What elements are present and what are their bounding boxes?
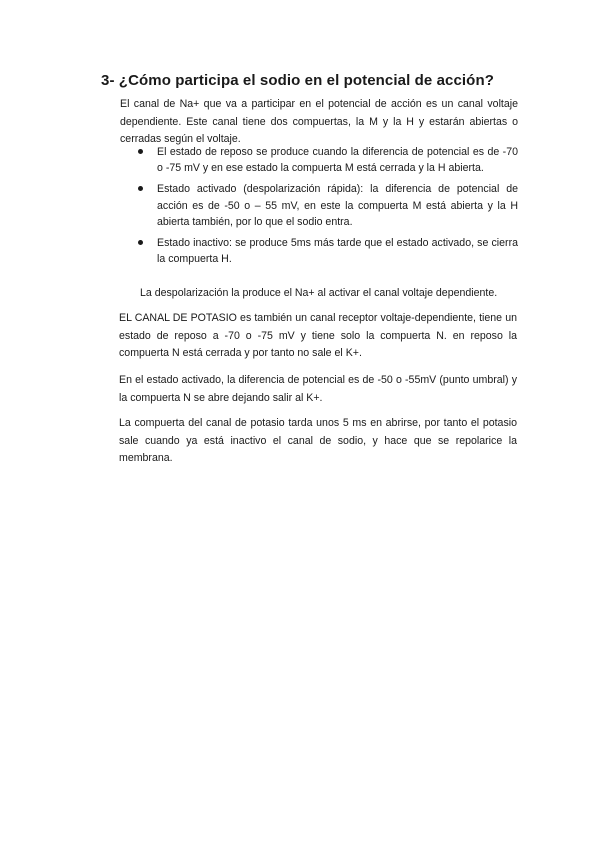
intro-paragraph: El canal de Na+ que va a participar en el potencial de acción es un canal voltaje dependiente. Este canal tiene dos compuertas, la M y la H y estarán abiertas o cerradas según el voltaje. [120,98,518,145]
bullet-icon [138,149,143,154]
bullet-list [138,144,518,272]
list-item-text: El estado de reposo se produce cuando la diferencia de potencial es de -70 o -75 mV y en ese estado la compuerta M está cerrada y la H abierta. [157,146,518,175]
list-item [138,235,518,267]
list-item-text: Estado inactivo: se produce 5ms más tarde que el estado activado, se cierra la compuerta H. [157,237,518,266]
bullet-icon [138,186,143,191]
list-item-text: Estado activado (despolarización rápida): la diferencia de potencial de acción es de -50 o – 55 mV, en este la compuerta M está abierta y la H abierta también, por lo que el sodio entra. [157,183,518,228]
estado-activado-paragraph: En el estado activado, la diferencia de potencial es de -50 o -55mV (punto umbral) y la compuerta N se abre dejando salir al K+. [119,374,517,404]
list-item [138,144,518,176]
compuerta-potasio-paragraph: La compuerta del canal de potasio tarda unos 5 ms en abrirse, por tanto el potasio sale cuando ya está inactivo el canal de sodio, y hace que se repolarice la membrana. [119,417,517,464]
list-item [138,181,518,230]
canal-potasio-paragraph: EL CANAL DE POTASIO es también un canal receptor voltaje-dependiente, tiene un estado de reposo a -70 o -75 mV y tiene solo la compuerta N. en reposo la compuerta N está cerrada y por tanto no sale el K+. [119,312,517,359]
despolarizacion-paragraph: La despolarización la produce el Na+ al activar el canal voltaje dependiente. [140,287,498,299]
bullet-icon [138,240,143,245]
section-heading: 3- ¿Cómo participa el sodio en el potencial de acción? [101,72,494,89]
